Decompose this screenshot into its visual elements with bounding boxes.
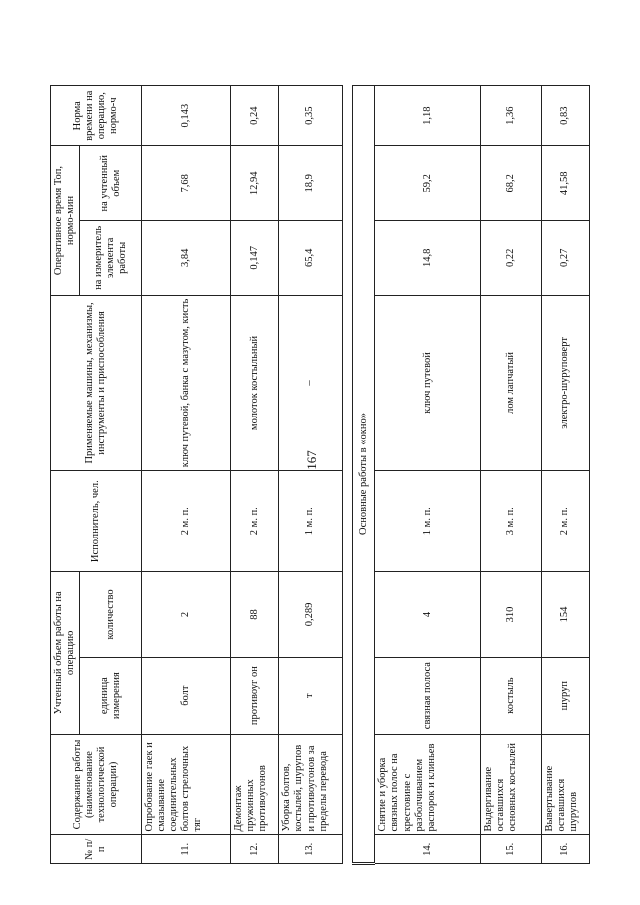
- row-per-element: 14,8: [375, 221, 480, 296]
- row-norm: 1,36: [480, 86, 541, 146]
- row-executor: 3 м. п.: [480, 471, 541, 572]
- table-row: [279, 86, 342, 864]
- row-unit: костыль: [480, 657, 541, 734]
- table-row: [142, 86, 231, 864]
- header-norm: Норма времени на операцию, нормо-ч: [51, 86, 142, 146]
- header-num: № п/п: [51, 835, 142, 864]
- row-norm: 0,35: [279, 86, 342, 146]
- row-executor: 1 м. п.: [375, 471, 480, 572]
- row-num: 12.: [231, 835, 279, 864]
- row-unit: болт: [142, 657, 231, 734]
- header-optime-group: Оперативное время Топ, нормо-мин: [51, 146, 80, 295]
- row-quantity: 4: [375, 572, 480, 658]
- header-per-element: на измеритель элемента работы: [80, 221, 142, 296]
- row-machines: электро-шуруповерт: [541, 295, 589, 471]
- row-per-volume: 59,2: [375, 146, 480, 221]
- row-quantity: 0,289: [279, 572, 342, 658]
- row-norm: 0,24: [231, 86, 279, 146]
- row-executor: 2 м. п.: [541, 471, 589, 572]
- row-per-volume: 18,9: [279, 146, 342, 221]
- row-per-element: 3,84: [142, 221, 231, 296]
- operations-table: [50, 85, 590, 865]
- row-content: Снятие и уборка связных полос на крестовине с разболчиванием распорок и клиньев: [375, 734, 480, 835]
- row-machines: молоток костыльный: [231, 295, 279, 471]
- row-executor: 2 м. п.: [231, 471, 279, 572]
- row-machines: лом лапчатый: [480, 295, 541, 471]
- row-content: Уборка болтов, костылей, шурупов и противоугонов за пределы перевода: [279, 734, 342, 835]
- row-content: Опробование гаек и смазывание соединительных болтов стрелочных тяг: [142, 734, 231, 835]
- row-machines: –: [279, 295, 342, 471]
- row-per-volume: 41,58: [541, 146, 589, 221]
- row-quantity: 88: [231, 572, 279, 658]
- page-number: 167: [304, 450, 319, 470]
- row-num: 14.: [375, 835, 480, 864]
- row-per-element: 65,4: [279, 221, 342, 296]
- rotated-table-container: [50, 85, 590, 865]
- row-content: Выдергивание оставшихся основных костылей: [480, 734, 541, 835]
- row-unit: шуруп: [541, 657, 589, 734]
- table-row: [541, 86, 589, 864]
- row-content: Демонтаж пружинных противоугонов: [231, 734, 279, 835]
- row-unit: т: [279, 657, 342, 734]
- row-per-volume: 68,2: [480, 146, 541, 221]
- header-volume-group: Учтенный объем работы на операцию: [51, 572, 80, 734]
- row-num: 13.: [279, 835, 342, 864]
- row-spacer: [342, 86, 353, 864]
- row-content: Вывертывание оставшихся шурупов: [541, 734, 589, 835]
- section-header-row: [353, 86, 375, 864]
- row-unit: противоуг он: [231, 657, 279, 734]
- header-executor: Исполнитель, чел.: [51, 471, 142, 572]
- row-norm: 1,18: [375, 86, 480, 146]
- header-machines: Применяемые машины, механизмы, инструменты и приспособления: [51, 295, 142, 471]
- table-row: [231, 86, 279, 864]
- row-executor: 2 м. п.: [142, 471, 231, 572]
- row-machines: ключ путевой, банка с мазутом, кисть: [142, 295, 231, 471]
- row-norm: 0,143: [142, 86, 231, 146]
- header-per-volume: на учтенный объем: [80, 146, 142, 221]
- row-num: 15.: [480, 835, 541, 864]
- header-unit: единица измерения: [80, 657, 142, 734]
- row-per-volume: 7,68: [142, 146, 231, 221]
- row-quantity: 310: [480, 572, 541, 658]
- row-per-element: 0,22: [480, 221, 541, 296]
- row-num: 16.: [541, 835, 589, 864]
- section-title: Основные работы в «окно»: [353, 86, 375, 864]
- row-per-volume: 12,94: [231, 146, 279, 221]
- row-executor: 1 м. п.: [279, 471, 342, 572]
- row-num: 11.: [142, 835, 231, 864]
- header-content: Содержание работы (наименование технологической операции): [51, 734, 142, 835]
- row-unit: связная полоса: [375, 657, 480, 734]
- row-per-element: 0,147: [231, 221, 279, 296]
- row-norm: 0,83: [541, 86, 589, 146]
- row-quantity: 2: [142, 572, 231, 658]
- table-row: [375, 86, 480, 864]
- header-quantity: количество: [80, 572, 142, 658]
- row-per-element: 0,27: [541, 221, 589, 296]
- row-machines: ключ путевой: [375, 295, 480, 471]
- table-row: [480, 86, 541, 864]
- row-quantity: 154: [541, 572, 589, 658]
